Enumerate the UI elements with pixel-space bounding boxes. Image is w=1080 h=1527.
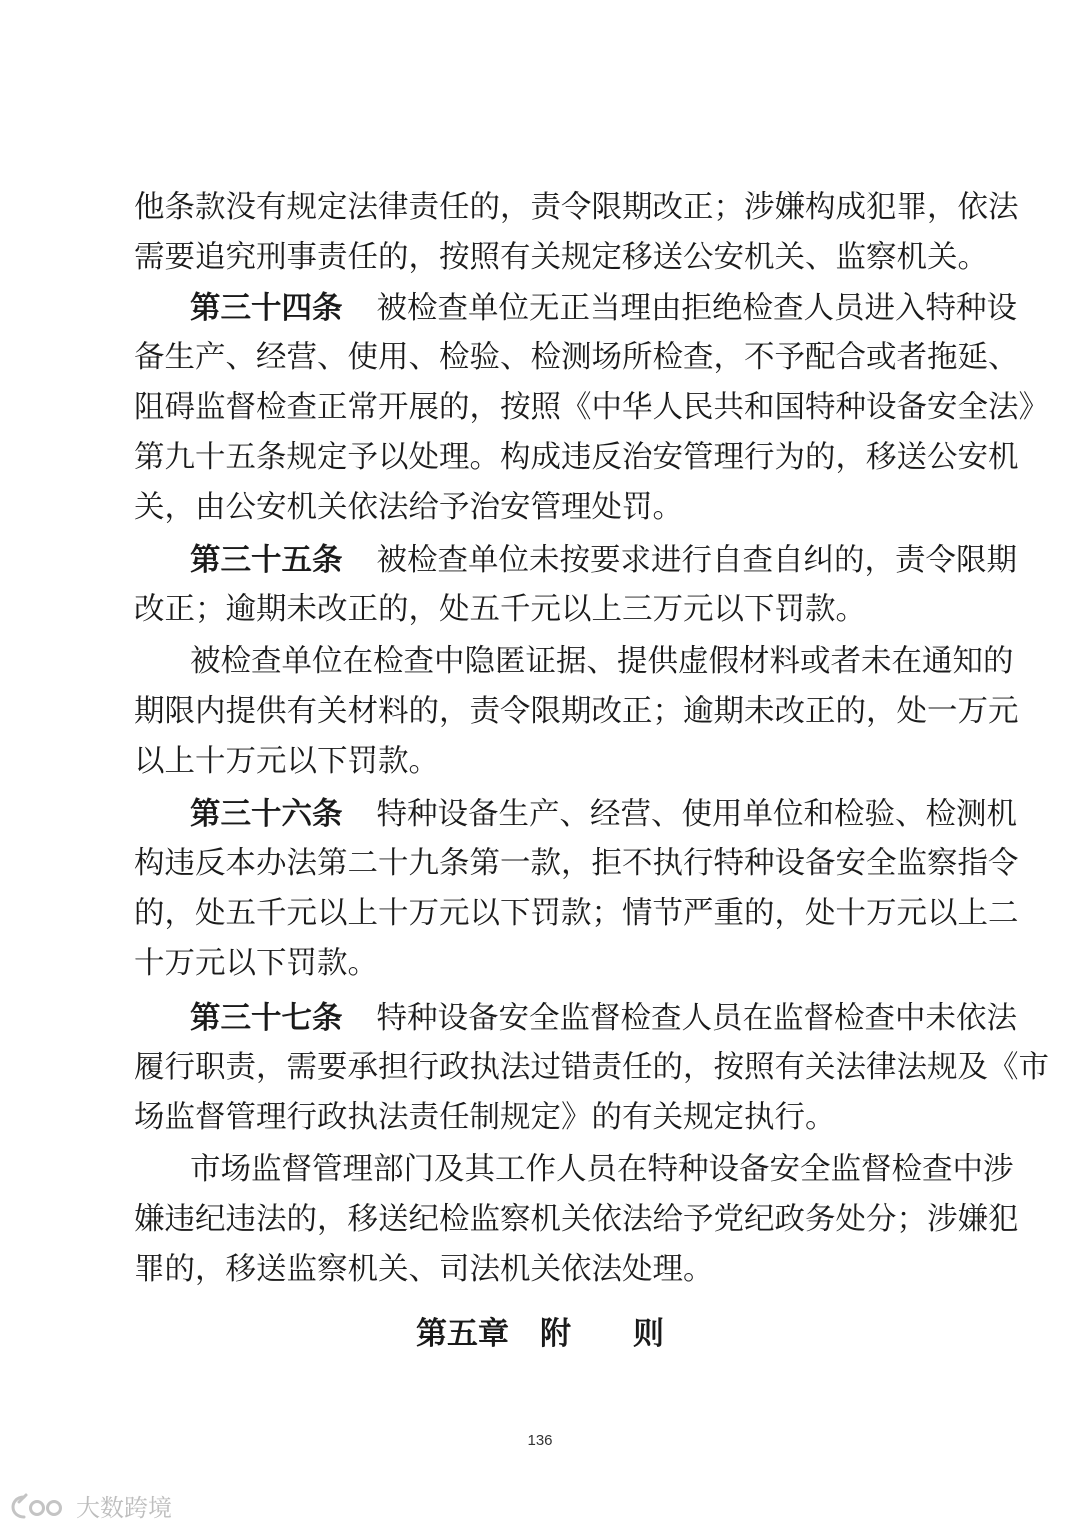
article-text: 特种设备生产、经营、使用单位和检验、检测机 xyxy=(376,797,1017,832)
text-line: 备生产、经营、使用、检验、检测场所检查，不予配合或者拖延、 xyxy=(134,340,1019,375)
article-34-first-line xyxy=(190,288,1017,328)
text-line: 场监督管理行政执法责任制规定》的有关规定执行。 xyxy=(134,1100,836,1135)
article-label: 第三十六条 xyxy=(190,796,343,832)
text-line: 市场监督管理部门及其工作人员在特种设备安全监督检查中涉 xyxy=(190,1152,1014,1187)
page-number: 136 xyxy=(527,1432,553,1449)
text-line: 十万元以下罚款。 xyxy=(134,946,378,981)
text-line: 关，由公安机关依法给予治安管理处罚。 xyxy=(134,490,683,525)
text-line: 阻碍监督检查正常开展的，按照《中华人民共和国特种设备安全法》 xyxy=(134,390,1049,425)
article-36-first-line xyxy=(190,794,1017,834)
watermark xyxy=(10,1488,172,1523)
article-text: 被检查单位未按要求进行自查自纠的，责令限期 xyxy=(376,543,1017,578)
text-line: 的，处五千元以上十万元以下罚款；情节严重的，处十万元以上二 xyxy=(134,896,1019,931)
text-line: 需要追究刑事责任的，按照有关规定移送公安机关、监察机关。 xyxy=(134,240,988,275)
article-label: 第三十四条 xyxy=(190,290,343,326)
text-line: 改正；逾期未改正的，处五千元以上三万元以下罚款。 xyxy=(134,592,866,627)
article-label: 第三十七条 xyxy=(190,1000,343,1036)
article-label: 第三十五条 xyxy=(190,542,343,578)
article-text: 被检查单位无正当理由拒绝检查人员进入特种设 xyxy=(376,291,1017,326)
article-text: 特种设备安全监督检查人员在监督检查中未依法 xyxy=(376,1001,1017,1036)
text-line: 以上十万元以下罚款。 xyxy=(134,744,439,779)
text-line: 期限内提供有关材料的，责令限期改正；逾期未改正的，处一万元 xyxy=(134,694,1019,729)
text-line: 他条款没有规定法律责任的，责令限期改正；涉嫌构成犯罪，依法 xyxy=(134,190,1019,225)
text-line: 被检查单位在检查中隐匿证据、提供虚假材料或者未在通知的 xyxy=(190,644,1014,679)
article-37-first-line xyxy=(190,998,1017,1038)
text-line: 履行职责，需要承担行政执法过错责任的，按照有关法律法规及《市 xyxy=(134,1050,1049,1085)
watermark-text: 大数跨境 xyxy=(76,1494,172,1522)
text-line: 构违反本办法第二十九条第一款，拒不执行特种设备安全监察指令 xyxy=(134,846,1019,881)
chapter-heading: 第五章 附 则 xyxy=(416,1316,664,1352)
text-line: 嫌违纪违法的，移送纪检监察机关依法给予党纪政务处分；涉嫌犯 xyxy=(134,1202,1019,1237)
text-line: 第九十五条规定予以处理。构成违反治安管理行为的，移送公安机 xyxy=(134,440,1019,475)
watermark-logo-icon xyxy=(10,1491,70,1521)
article-35-first-line xyxy=(190,540,1017,580)
text-line: 罪的，移送监察机关、司法机关依法处理。 xyxy=(134,1252,714,1287)
